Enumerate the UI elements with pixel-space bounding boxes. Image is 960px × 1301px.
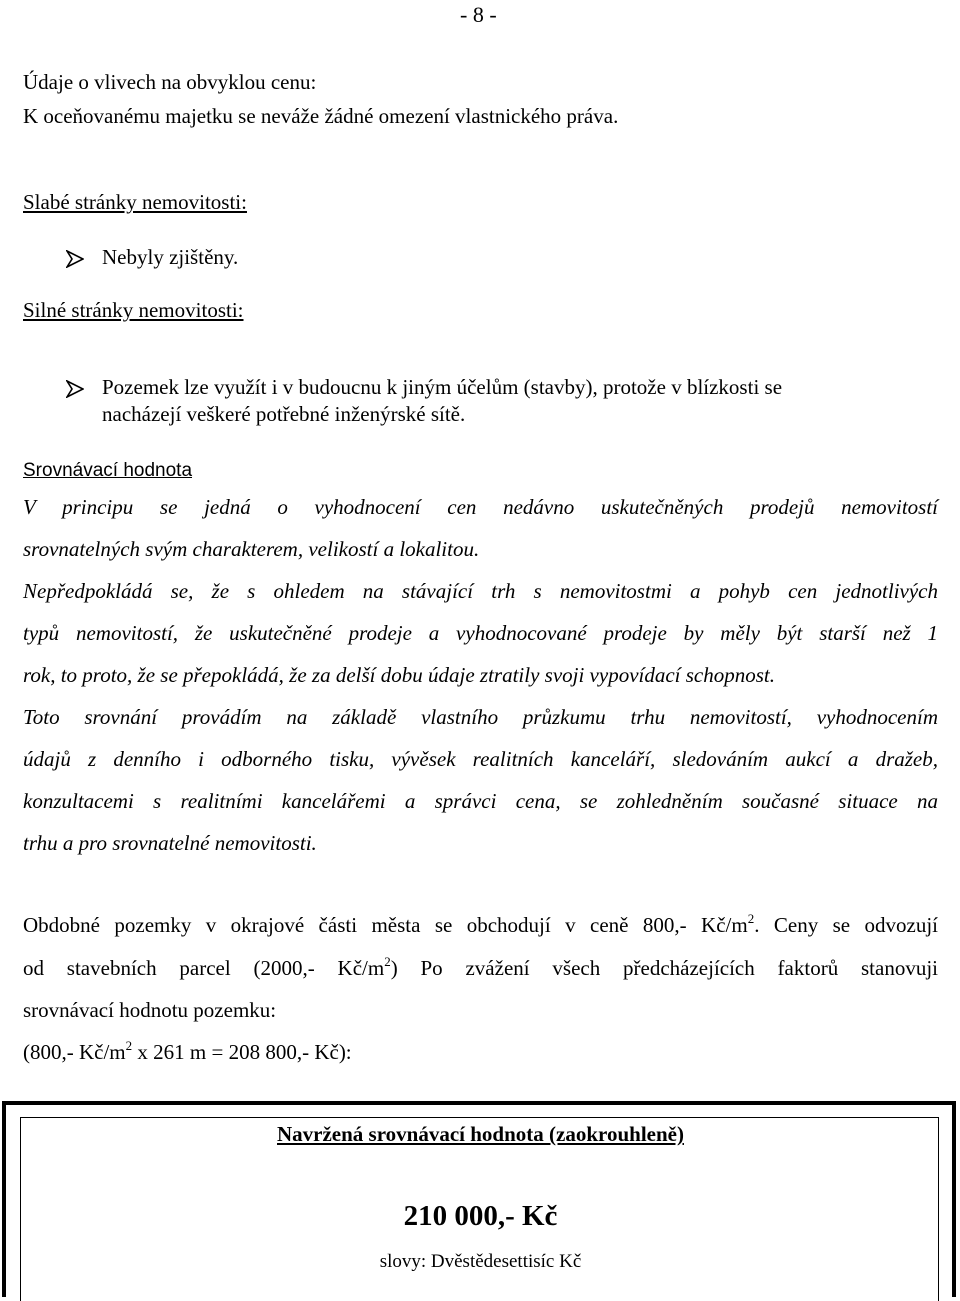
calc-line4: (800,- $Kč/m^2$ x 261 m = 208 800,- Kč): bbox=[23, 1038, 352, 1064]
result-box-inner bbox=[20, 1117, 939, 1301]
calc-line3: srovnávací hodnotu pozemku: bbox=[23, 998, 277, 1022]
arrow-bullet-icon bbox=[66, 378, 84, 404]
comparison-line: Toto srovnání provádím na základě vlastního průzkumu trhu nemovitostí, vyhodnocením bbox=[23, 705, 938, 729]
comparison-line: rok, to proto, že se přepokládá, že za delší dobu údaje ztratily svoji vypovídací schopnost. bbox=[23, 663, 776, 687]
weak-item: Nebyly zjištěny. bbox=[102, 245, 239, 269]
comparison-line: V principu se jedná o vyhodnocení cen nedávno uskutečněných prodejů nemovitostí bbox=[23, 495, 938, 519]
page-number: - 8 - bbox=[460, 2, 497, 27]
comparison-line: konzultacemi s realitními kancelářemi a správci cena, se zohledněním současné situace na bbox=[23, 789, 938, 813]
strong-item-line1: Pozemek lze využít i v budoucnu k jiným účelům (stavby), protože v blízkosti se bbox=[102, 375, 783, 399]
strong-heading: Silné stránky nemovitosti: bbox=[23, 298, 244, 322]
calc-line2: od stavebních parcel (2000,- $Kč/m^2$) Po zvážení všech předcházejících faktorů stanovuji bbox=[23, 954, 938, 980]
comparison-heading: Srovnávací hodnota bbox=[23, 460, 193, 481]
strong-item-line2: nacházejí veškeré potřebné inženýrské sítě. bbox=[102, 402, 466, 426]
comparison-line: typů nemovitostí, že uskutečněné prodeje a vyhodnocované prodeje by měly být starší než 1 bbox=[23, 621, 938, 645]
comparison-line: trhu a pro srovnatelné nemovitosti. bbox=[23, 831, 317, 855]
result-title: Navržená srovnávací hodnota (zaokrouhleně) bbox=[277, 1122, 684, 1146]
influences-heading: Údaje o vlivech na obvyklou cenu: bbox=[23, 70, 317, 94]
calc-line1: Obdobné pozemky v okrajové části města se obchodují v ceně 800,- $Kč/m^2$. Ceny se odvozují bbox=[23, 911, 938, 937]
result-box bbox=[2, 1101, 956, 1297]
comparison-line: údajů z denního i odborného tisku, vývěsek realitních kanceláří, sledováním aukcí a dražeb, bbox=[23, 747, 938, 771]
comparison-line: Nepředpokládá se, že s ohledem na stávající trh s nemovitostmi a pohyb cen jednotlivých bbox=[23, 579, 938, 603]
arrow-bullet-icon bbox=[66, 248, 84, 274]
result-words: slovy: Dvěstědesettisíc Kč bbox=[379, 1251, 582, 1272]
weak-heading: Slabé stránky nemovitosti: bbox=[23, 190, 247, 214]
result-value: 210 000,- Kč bbox=[403, 1200, 558, 1232]
influences-text: K oceňovanému majetku se neváže žádné omezení vlastnického práva. bbox=[23, 104, 619, 128]
comparison-line: srovnatelných svým charakterem, velikostí a lokalitou. bbox=[23, 537, 480, 561]
